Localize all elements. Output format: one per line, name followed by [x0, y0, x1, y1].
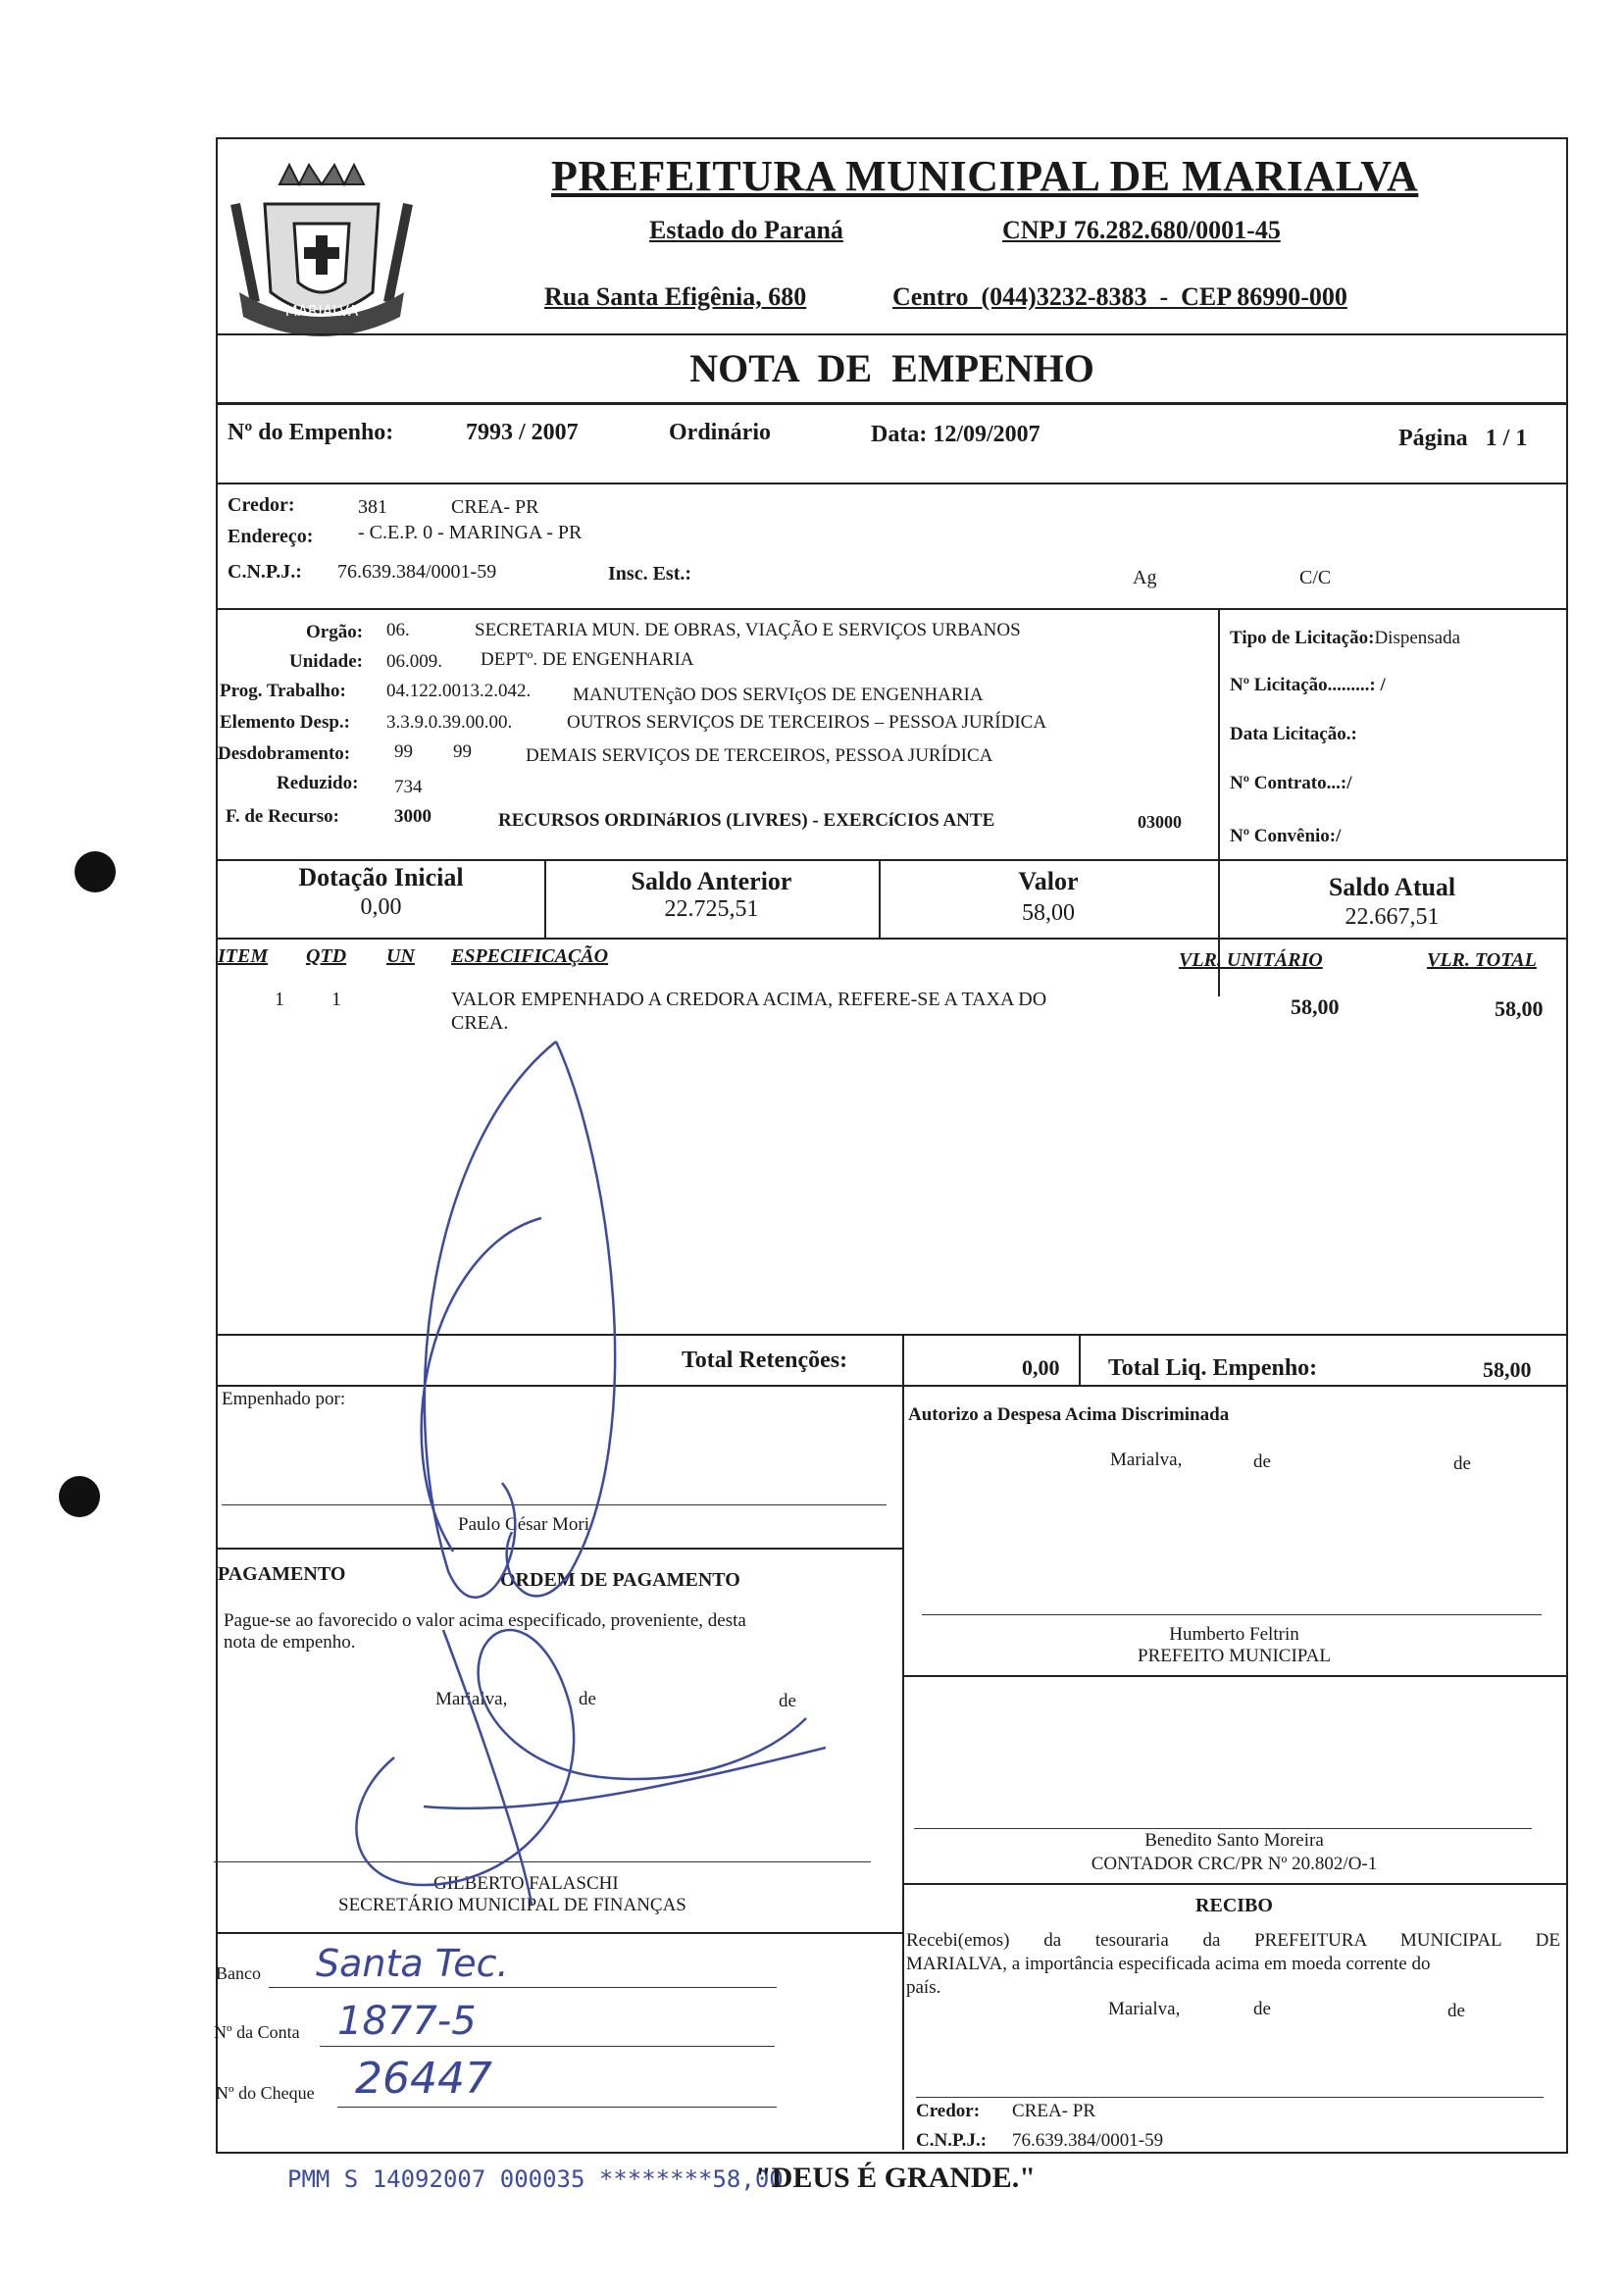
- total-liquido-value: 58,00: [1483, 1357, 1532, 1382]
- municipal-crest-icon: [226, 145, 418, 337]
- credor-name: CREA- PR: [451, 496, 539, 518]
- state-name: Estado do Paraná: [649, 216, 843, 244]
- saldo-anterior-value: 22.725,51: [664, 896, 759, 922]
- item-qtd: 1: [331, 989, 341, 1010]
- cheque-handwritten: 26447: [355, 2054, 492, 2104]
- licitacao-date: Data Licitação.:: [1230, 724, 1357, 744]
- items-col-espec: ESPECIFICAÇÃO: [451, 945, 609, 967]
- agency-label: Ag: [1133, 567, 1157, 588]
- address-label: Endereço:: [228, 526, 314, 547]
- valor-label: Valor: [1018, 867, 1079, 895]
- orgao-name: SECRETARIA MUN. DE OBRAS, VIAÇÃO E SERVIÇOS URBANOS: [475, 620, 1021, 640]
- saldo-atual-label: Saldo Atual: [1328, 873, 1456, 901]
- pagamento-place: Marialva,: [435, 1689, 508, 1709]
- licitacao-type-label-text: Tipo de Licitação:: [1230, 628, 1375, 648]
- licitacao-type-label: [1230, 628, 1460, 649]
- licitacao-number: Nº Licitação.........: /: [1230, 675, 1386, 695]
- prog-trabalho-name: MANUTENçãO DOS SERVIçOS DE ENGENHARIA: [573, 685, 984, 705]
- total-liquido-label: Total Liq. Empenho:: [1108, 1355, 1318, 1381]
- elemento-name: OUTROS SERVIÇOS DE TERCEIROS – PESSOA JURÍDICA: [567, 712, 1047, 733]
- elemento-code: 3.3.9.0.39.00.00.: [386, 712, 513, 733]
- desdobramento-code-1: 99: [394, 741, 413, 762]
- dotacao-value: 0,00: [360, 894, 402, 920]
- footer-motto: "DEUS É GRANDE.": [755, 2162, 1036, 2194]
- recurso-name: RECURSOS ORDINáRIOS (LIVRES) - EXERCíCIOS ANTE: [498, 810, 995, 831]
- empenho-date: Data: 12/09/2007: [871, 422, 1040, 447]
- retencoes-label: Total Retenções:: [682, 1348, 848, 1373]
- empenho-type: Ordinário: [669, 420, 772, 445]
- prefeito-name: Humberto Feltrin: [1169, 1624, 1299, 1645]
- nota-de-empenho-form: [216, 137, 1568, 2154]
- credor-code: 381: [358, 496, 387, 518]
- account-label: C/C: [1299, 567, 1332, 588]
- recibo-text-line-3: país.: [906, 1977, 941, 1998]
- empenho-number-label: Nº do Empenho:: [228, 420, 394, 445]
- contrato-number: Nº Contrato...:/: [1230, 773, 1352, 793]
- licitacao-type-value: Dispensada: [1374, 628, 1461, 648]
- retencoes-value: 0,00: [1022, 1355, 1060, 1380]
- item-desc-line-2: CREA.: [451, 1012, 509, 1034]
- empenho-number: 7993 / 2007: [466, 420, 579, 445]
- signature-empenhado: [316, 1022, 688, 1630]
- autorizo-de-2: de: [1453, 1453, 1471, 1474]
- recibo-cnpj-value: 76.639.384/0001-59: [1012, 2130, 1164, 2151]
- recibo-place: Marialva,: [1108, 1999, 1181, 2019]
- secretario-title: SECRETÁRIO MUNICIPAL DE FINANÇAS: [338, 1895, 686, 1915]
- recibo-credor-name: CREA- PR: [1012, 2101, 1095, 2121]
- unidade-code: 06.009.: [386, 651, 442, 672]
- banco-label: Banco: [216, 1963, 261, 1983]
- autorizo-de-1: de: [1253, 1451, 1271, 1472]
- header-cnpj: CNPJ 76.282.680/0001-45: [1002, 216, 1281, 244]
- cheque-label: Nº do Cheque: [216, 2083, 315, 2103]
- pagamento-title: PAGAMENTO: [218, 1563, 346, 1585]
- empenhado-por-label: Empenhado por:: [222, 1389, 346, 1409]
- org-name: PREFEITURA MUNICIPAL DE MARIALVA: [551, 152, 1419, 200]
- recibo-de-2: de: [1447, 2001, 1465, 2021]
- desdobramento-label: Desdobramento:: [218, 743, 351, 764]
- header-district-phone: Centro (044)3232-8383 - CEP 86990-000: [892, 282, 1347, 311]
- item-desc-line-1: VALOR EMPENHADO A CREDORA ACIMA, REFERE-SE A TAXA DO: [451, 989, 1047, 1010]
- conta-handwritten: 1877-5: [337, 1999, 477, 2044]
- item-total-value: 58,00: [1495, 996, 1544, 1021]
- contador-name: Benedito Santo Moreira: [1144, 1830, 1324, 1851]
- pagamento-text-line-2: nota de empenho.: [224, 1632, 356, 1653]
- recibo-text-line-1: Recebi(emos) da tesouraria da PREFEITURA MUNICIPAL DE: [906, 1930, 1560, 1951]
- recibo-title: RECIBO: [1195, 1895, 1273, 1916]
- pagamento-de-2: de: [779, 1691, 796, 1711]
- ordem-pagamento-title: ORDEM DE PAGAMENTO: [500, 1569, 740, 1591]
- items-col-unit-value: VLR. UNITÁRIO: [1179, 949, 1323, 971]
- signature-secretario: [277, 1591, 826, 1924]
- saldo-anterior-label: Saldo Anterior: [631, 867, 792, 895]
- orgao-label: Orgão:: [306, 622, 364, 642]
- elemento-label: Elemento Desp.:: [220, 712, 350, 733]
- orgao-code: 06.: [386, 620, 410, 640]
- crest-label: MARIALVA: [284, 302, 359, 320]
- autorizo-text: Autorizo a Despesa Acima Discriminada: [908, 1404, 1230, 1425]
- contador-title: CONTADOR CRC/PR Nº 20.802/O-1: [1091, 1854, 1378, 1874]
- recurso-code-2: 03000: [1138, 812, 1182, 832]
- header-street: Rua Santa Efigênia, 680: [544, 282, 807, 311]
- credor-cnpj: 76.639.384/0001-59: [337, 561, 497, 583]
- document-title: NOTA DE EMPENHO: [689, 346, 1094, 390]
- conta-label: Nº da Conta: [214, 2022, 300, 2042]
- punch-hole-top: [75, 851, 116, 892]
- dotacao-label: Dotação Inicial: [298, 863, 464, 891]
- reduzido-code: 734: [394, 777, 423, 797]
- item-unit-value: 58,00: [1291, 994, 1340, 1019]
- pagamento-de-1: de: [579, 1689, 596, 1709]
- valor-value: 58,00: [1022, 900, 1075, 926]
- recibo-text-line-2: MARIALVA, a importância especificada acima em moeda corrente do: [906, 1954, 1431, 1974]
- punch-hole-bottom: [59, 1476, 100, 1517]
- desdobramento-code-2: 99: [453, 741, 472, 762]
- address-value: - C.E.P. 0 - MARINGA - PR: [358, 522, 583, 543]
- items-col-total-value: VLR. TOTAL: [1427, 949, 1537, 971]
- banco-handwritten: Santa Tec.: [316, 1942, 509, 1985]
- items-col-qtd: QTD: [306, 945, 347, 967]
- credor-label: Credor:: [228, 494, 295, 516]
- recibo-de-1: de: [1253, 1999, 1271, 2019]
- desdobramento-name: DEMAIS SERVIÇOS DE TERCEIROS, PESSOA JURÍDICA: [526, 745, 993, 766]
- items-col-item: ITEM: [218, 945, 269, 967]
- page-number: Página 1 / 1: [1398, 426, 1528, 451]
- item-number: 1: [275, 989, 284, 1010]
- recurso-code: 3000: [394, 806, 431, 827]
- reduzido-label: Reduzido:: [277, 773, 359, 793]
- machine-print: PMM S 14092007 000035 ********58,00: [287, 2165, 784, 2193]
- unidade-name: DEPTº. DE ENGENHARIA: [481, 649, 694, 670]
- saldo-atual-value: 22.667,51: [1345, 904, 1440, 930]
- insc-est-label: Insc. Est.:: [608, 563, 692, 585]
- prog-trabalho-label: Prog. Trabalho:: [220, 681, 346, 701]
- prefeito-title: PREFEITO MUNICIPAL: [1138, 1646, 1331, 1666]
- pagamento-text-line-1: Pague-se ao favorecido o valor acima especificado, proveniente, desta: [224, 1610, 746, 1631]
- recibo-cnpj-label: C.N.P.J.:: [916, 2130, 988, 2151]
- empenhado-por-name: Paulo César Mori: [458, 1514, 590, 1535]
- autorizo-place: Marialva,: [1110, 1450, 1183, 1470]
- prog-trabalho-code: 04.122.0013.2.042.: [386, 681, 532, 701]
- items-col-un: UN: [386, 945, 415, 967]
- unidade-label: Unidade:: [289, 651, 363, 672]
- credor-cnpj-label: C.N.P.J.:: [228, 561, 302, 583]
- secretario-name: GILBERTO FALASCHI: [433, 1873, 619, 1894]
- recurso-label: F. de Recurso:: [226, 806, 339, 827]
- recibo-credor-label: Credor:: [916, 2101, 981, 2121]
- convenio-number: Nº Convênio:/: [1230, 826, 1342, 846]
